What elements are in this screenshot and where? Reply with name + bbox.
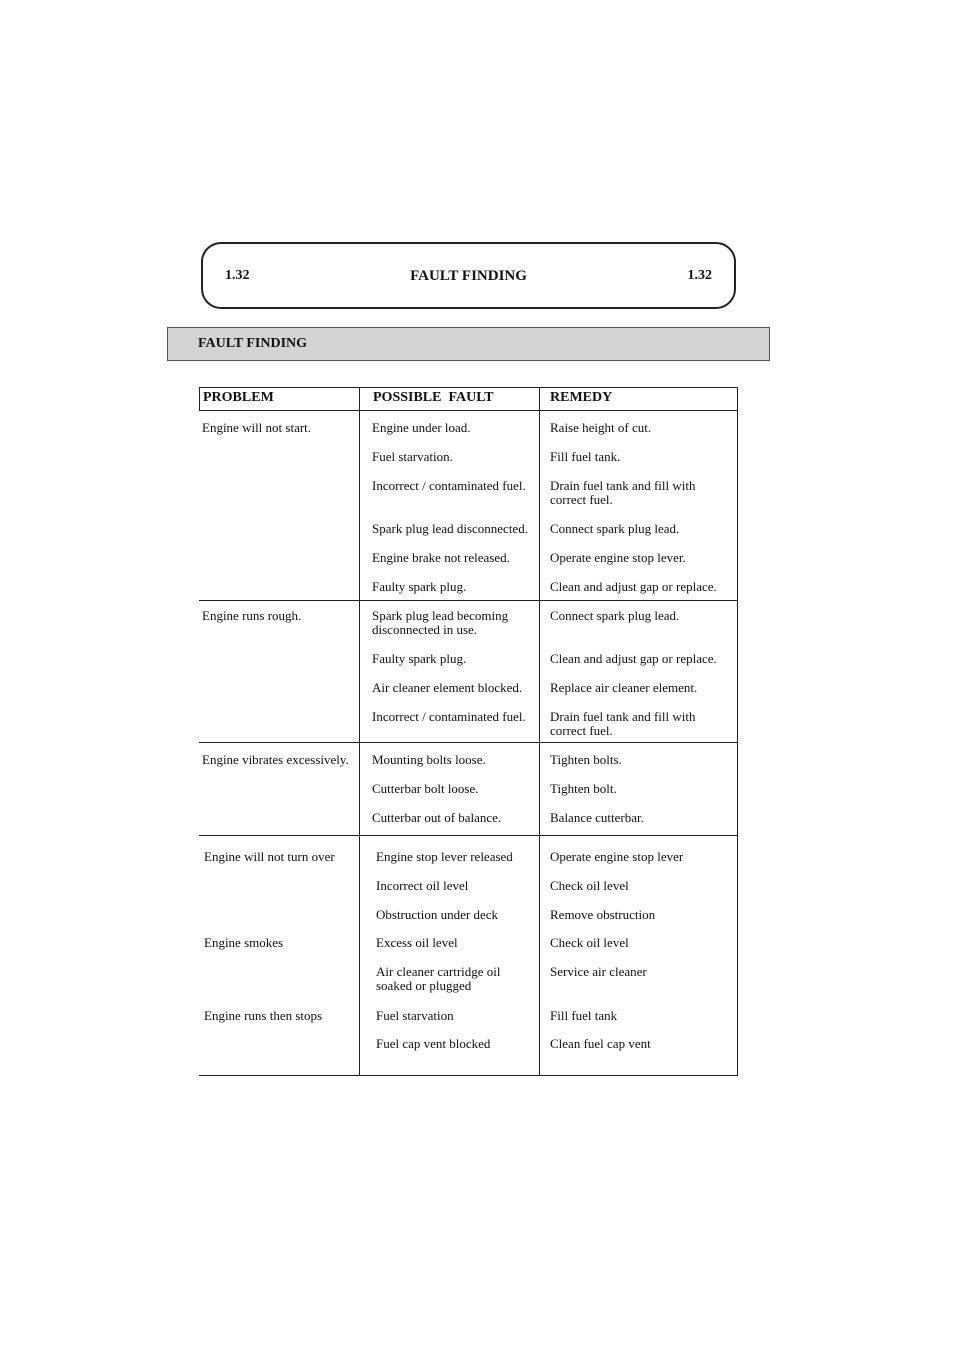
fault-cell: Incorrect / contaminated fuel. (372, 709, 526, 724)
remedy-cell: Check oil level (550, 935, 629, 950)
fault-cell: Engine brake not released. (372, 550, 510, 565)
fault-cell: Faulty spark plug. (372, 651, 467, 666)
problem-cell: Engine vibrates excessively. (202, 752, 349, 767)
remedy-cell: Connect spark plug lead. (550, 521, 680, 536)
table-bottom-border (199, 1075, 738, 1076)
fault-cell: Faulty spark plug. (372, 579, 467, 594)
remedy-cell: Operate engine stop lever (550, 849, 684, 864)
table-right-border (737, 387, 738, 1076)
fault-cell: Fuel cap vent blocked (376, 1036, 491, 1051)
column-header-problem: PROBLEM (203, 390, 274, 405)
fault-cell: Fuel starvation. (372, 449, 453, 464)
fault-cell: Mounting bolts loose. (372, 752, 486, 767)
fault-cell: Fuel starvation (376, 1008, 454, 1023)
column-divider (539, 387, 540, 1076)
remedy-cell: Service air cleaner (550, 964, 647, 979)
remedy-cell: Drain fuel tank and fill with correct fuel. (550, 709, 696, 738)
page-title: FAULT FINDING (410, 268, 527, 284)
fault-cell: Incorrect oil level (376, 878, 469, 893)
fault-cell: Air cleaner cartridge oil soaked or plugged (376, 964, 501, 993)
page-header (201, 242, 736, 309)
problem-cell: Engine will not turn over (204, 849, 335, 864)
problem-cell: Engine will not start. (202, 420, 312, 435)
remedy-cell: Clean fuel cap vent (550, 1036, 651, 1051)
problem-cell: Engine runs rough. (202, 608, 302, 623)
remedy-cell: Fill fuel tank. (550, 449, 621, 464)
fault-cell: Cutterbar bolt loose. (372, 781, 479, 796)
fault-cell: Incorrect / contaminated fuel. (372, 478, 526, 493)
group-divider (199, 600, 738, 601)
header-bottom-border (199, 410, 738, 411)
remedy-cell: Replace air cleaner element. (550, 680, 698, 695)
section-title: FAULT FINDING (198, 336, 308, 351)
fault-cell: Engine under load. (372, 420, 471, 435)
group-divider (199, 742, 738, 743)
remedy-cell: Connect spark plug lead. (550, 608, 680, 623)
fault-cell: Spark plug lead becoming disconnected in use. (372, 608, 509, 637)
remedy-cell: Drain fuel tank and fill with correct fuel. (550, 478, 696, 507)
problem-cell: Engine smokes (204, 935, 284, 950)
column-header-remedy: REMEDY (550, 390, 613, 405)
remedy-cell: Operate engine stop lever. (550, 550, 686, 565)
remedy-cell: Clean and adjust gap or replace. (550, 579, 717, 594)
fault-cell: Cutterbar out of balance. (372, 810, 502, 825)
remedy-cell: Clean and adjust gap or replace. (550, 651, 717, 666)
problem-cell: Engine runs then stops (204, 1008, 323, 1023)
table-left-border (199, 387, 200, 411)
fault-cell: Engine stop lever released (376, 849, 513, 864)
remedy-cell: Raise height of cut. (550, 420, 652, 435)
remedy-cell: Remove obstruction (550, 907, 656, 922)
column-header-possible-fault: POSSIBLE FAULT (373, 390, 494, 405)
section-heading-bar (167, 327, 770, 361)
fault-cell: Spark plug lead disconnected. (372, 521, 528, 536)
column-divider (359, 387, 360, 1076)
remedy-cell: Balance cutterbar. (550, 810, 644, 825)
page-number-left: 1.32 (225, 268, 250, 283)
remedy-cell: Tighten bolt. (550, 781, 617, 796)
fault-cell: Excess oil level (376, 935, 458, 950)
remedy-cell: Tighten bolts. (550, 752, 622, 767)
fault-cell: Air cleaner element blocked. (372, 680, 523, 695)
group-divider (199, 835, 738, 836)
table-top-border (199, 387, 738, 388)
page-number-right: 1.32 (687, 268, 712, 283)
remedy-cell: Check oil level (550, 878, 629, 893)
remedy-cell: Fill fuel tank (550, 1008, 618, 1023)
fault-cell: Obstruction under deck (376, 907, 499, 922)
